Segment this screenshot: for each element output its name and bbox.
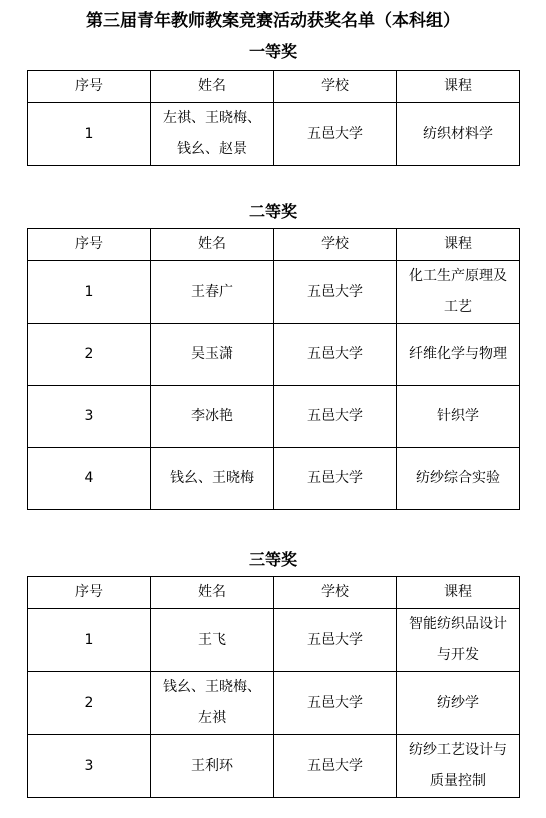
header-course: 课程 <box>397 71 520 103</box>
cell-school: 五邑大学 <box>274 103 397 166</box>
header-school: 学校 <box>274 229 397 261</box>
header-no: 序号 <box>28 229 151 261</box>
header-school: 学校 <box>274 577 397 609</box>
cell-course: 纤维化学与物理 <box>397 324 520 386</box>
cell-course: 纺纱综合实验 <box>397 448 520 510</box>
document-title: 第三届青年教师教案竞赛活动获奖名单（本科组） <box>86 11 460 31</box>
header-name: 姓名 <box>151 577 274 609</box>
header-course: 课程 <box>397 577 520 609</box>
third-prize-table <box>27 576 520 798</box>
cell-course: 化工生产原理及工艺 <box>397 261 520 324</box>
first-prize-heading: 一等奖 <box>248 42 297 61</box>
cell-school: 五邑大学 <box>274 609 397 672</box>
cell-no: 1 <box>28 103 151 166</box>
cell-course: 智能纺织品设计与开发 <box>397 609 520 672</box>
cell-school: 五邑大学 <box>274 261 397 324</box>
cell-no: 4 <box>28 448 151 510</box>
cell-course: 纺纱学 <box>397 672 520 735</box>
header-no: 序号 <box>28 577 151 609</box>
cell-school: 五邑大学 <box>274 735 397 798</box>
table-row <box>28 735 520 798</box>
cell-name: 王春广 <box>151 261 274 324</box>
table-header-row <box>28 577 520 609</box>
table-row <box>28 672 520 735</box>
cell-name: 钱幺、王晓梅 <box>151 448 274 510</box>
cell-school: 五邑大学 <box>274 448 397 510</box>
header-no: 序号 <box>28 71 151 103</box>
cell-course: 纺织材料学 <box>397 103 520 166</box>
cell-name: 王飞 <box>151 609 274 672</box>
cell-name: 王利环 <box>151 735 274 798</box>
cell-name: 左祺、王晓梅、钱幺、赵景 <box>151 103 274 166</box>
table-row <box>28 609 520 672</box>
second-prize-table <box>27 228 520 510</box>
header-name: 姓名 <box>151 71 274 103</box>
table-row <box>28 103 520 166</box>
cell-no: 2 <box>28 672 151 735</box>
cell-name: 钱幺、王晓梅、左祺 <box>151 672 274 735</box>
cell-no: 3 <box>28 386 151 448</box>
cell-no: 3 <box>28 735 151 798</box>
table-row <box>28 386 520 448</box>
cell-name: 李冰艳 <box>151 386 274 448</box>
cell-school: 五邑大学 <box>274 672 397 735</box>
cell-name: 吴玉潇 <box>151 324 274 386</box>
second-prize-heading: 二等奖 <box>248 202 297 221</box>
cell-no: 2 <box>28 324 151 386</box>
cell-no: 1 <box>28 261 151 324</box>
first-prize-table <box>27 70 520 166</box>
header-name: 姓名 <box>151 229 274 261</box>
table-header-row <box>28 229 520 261</box>
table-row <box>28 261 520 324</box>
header-school: 学校 <box>274 71 397 103</box>
cell-school: 五邑大学 <box>274 324 397 386</box>
cell-course: 针织学 <box>397 386 520 448</box>
table-row <box>28 324 520 386</box>
table-row <box>28 448 520 510</box>
cell-no: 1 <box>28 609 151 672</box>
cell-course: 纺纱工艺设计与质量控制 <box>397 735 520 798</box>
header-course: 课程 <box>397 229 520 261</box>
third-prize-heading: 三等奖 <box>248 550 297 569</box>
cell-school: 五邑大学 <box>274 386 397 448</box>
table-header-row <box>28 71 520 103</box>
